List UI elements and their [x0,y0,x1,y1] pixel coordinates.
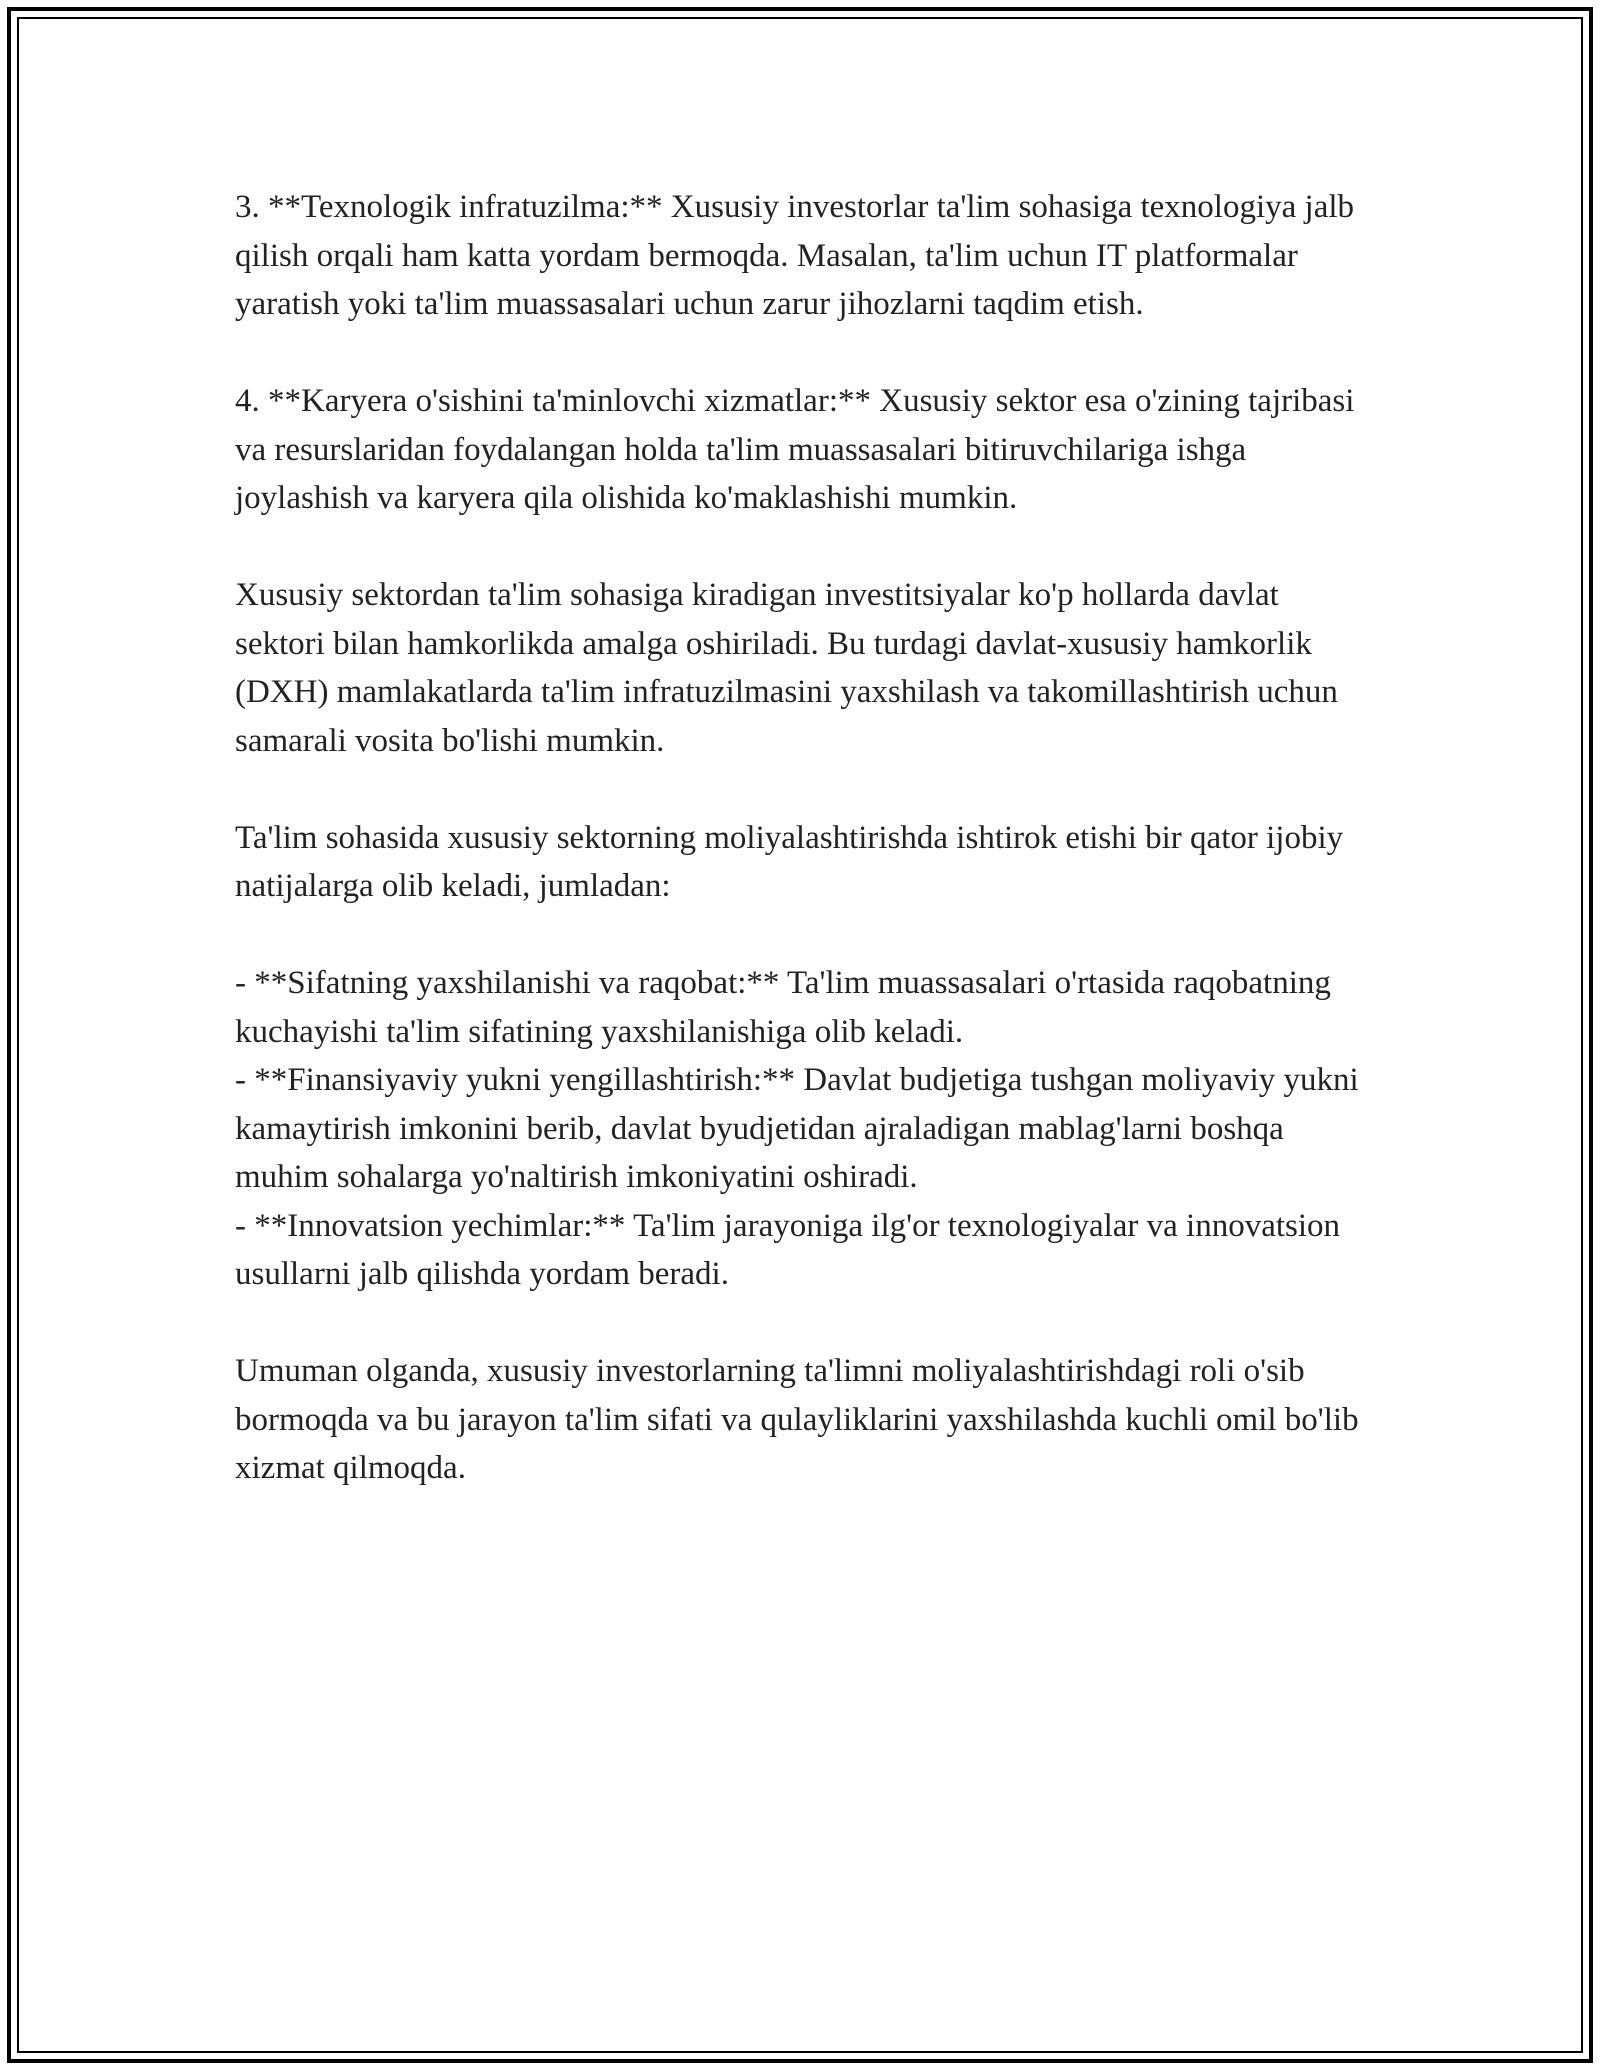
document-body [235,183,1365,1541]
list-item: - **Sifatning yaxshilanishi va raqobat:** Ta'lim muassasalari o'rtasida raqobatning kuchayishi ta'lim sifatining yaxshilanishiga olib keladi. [235,965,1331,1050]
list-item: - **Finansiyaviy yukni yengillashtirish:** Davlat budjetiga tushgan moliyaviy yukni kamaytirish imkonini berib, davlat byudjetidan ajraladigan mablag'larni boshqa muhim sohalarga yo'naltirish imkoniyatini oshiradi. [235,1062,1359,1195]
paragraph-positive-results-intro: Ta'lim sohasida xususiy sektorning moliyalashtirishda ishtirok etishi bir qator ijobiy natijalarga olib keladi, jumladan: [235,819,1344,904]
benefits-list [235,959,1365,1299]
paragraph-public-private-partnership: Xususiy sektordan ta'lim sohasiga kiradigan investitsiyalar ko'p hollarda davlat sektori bilan hamkorlikda amalga oshiriladi. Bu turdagi davlat-xususiy hamkorlik (DXH) mamlakatlarda ta'lim infratuzilmasini yaxshilash va takomillashtirish uchun samarali vosita bo'lishi mumkin. [235,577,1338,759]
paragraph-technology-infrastructure: 3. **Texnologik infratuzilma:** Xususiy investorlar ta'lim sohasiga texnologiya jalb qilish orqali ham katta yordam bermoqda. Masalan, ta'lim uchun IT platformalar yaratish yoki ta'lim muassasalari uchun zarur jihozlarni taqdim etish. [235,189,1355,322]
paragraph-career-services: 4. **Karyera o'sishini ta'minlovchi xizmatlar:** Xususiy sektor esa o'zining tajribasi va resurslaridan foydalangan holda ta'lim muassasalari bitiruvchilariga ishga joylashish va karyera qila olishida ko'maklashishi mumkin. [235,383,1355,516]
paragraph-conclusion: Umuman olganda, xususiy investorlarning ta'limni moliyalashtirishdagi roli o'sib bormoqda va bu jarayon ta'lim sifati va qulayliklarini yaxshilashda kuchli omil bo'lib xizmat qilmoqda. [235,1353,1359,1486]
list-item: - **Innovatsion yechimlar:** Ta'lim jarayoniga ilg'or texnologiyalar va innovatsion usullarni jalb qilishda yordam beradi. [235,1207,1341,1292]
